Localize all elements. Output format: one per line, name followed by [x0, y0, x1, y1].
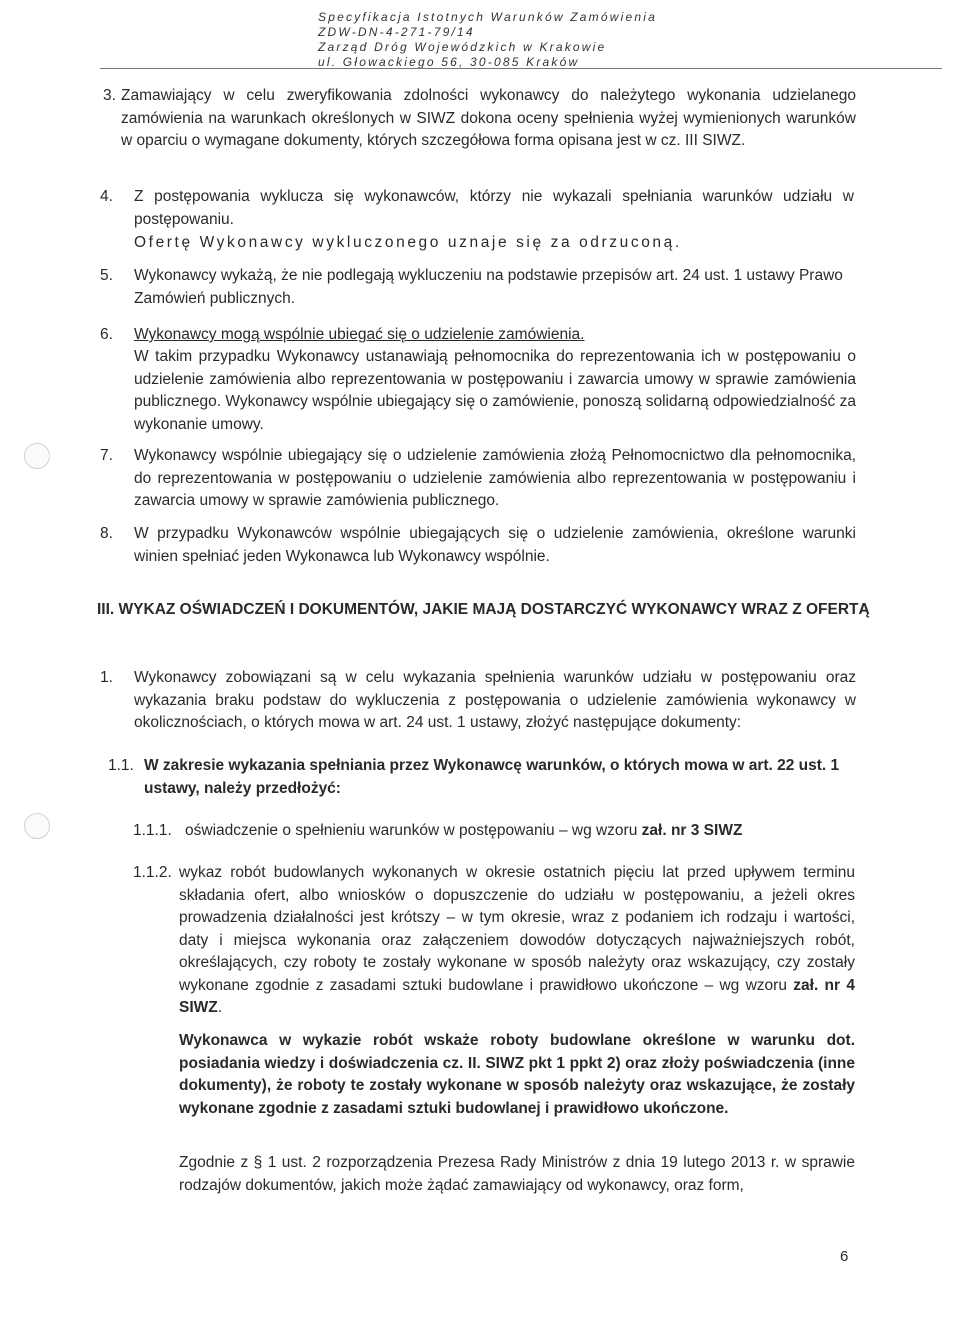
- list-text-part: wykaz robót budowlanych wykonanych w okresie ostatnich pięciu lat przed upływem terminu składania ofert, albo wniosków o dopuszczenie do udziału w postępowaniu, a jeżeli okres prowadzenia działalności jest krótszy – w tym okresie, wraz z podaniem ich rodzaju i wartości, daty i miejsca wykonania oraz załączeniem dowodów dotyczących najważniejszych robót, określających, czy roboty te zostały wykonane w sposób należyty oraz wskazujący, czy zostały wykonane zgodnie z zasadami sztuki budowlane i prawidłowo ukończone – wg wzoru: [179, 864, 855, 994]
- list-text: Wykonawcy wykażą, że nie podlegają wykluczeniu na podstawie przepisów art. 24 ust. 1 ustawy Prawo Zamówień publicznych.: [134, 267, 843, 307]
- list-number: 1.1.1.: [133, 822, 172, 839]
- header-line-1: Specyfikacja Istotnych Warunków Zamówienia: [318, 10, 657, 24]
- bold-paragraph: Wykonawca w wykazie robót wskaże roboty budowlane określone w warunku dot. posiadania wiedzy i doświadczenia cz. II. SIWZ pkt 1 ppkt 2) oraz złoży poświadczenia (inne dokumenty), że roboty te zostały wykonane w sposób należyty oraz wskazujące, że zostały wykonane zgodnie z zasadami sztuki budowlanej i prawidłowo ukończone.: [179, 1032, 855, 1117]
- punch-hole: [24, 813, 50, 839]
- list-number: 3.: [103, 87, 116, 104]
- list-text: W przypadku Wykonawców wspólnie ubiegających się o udzielenie zamówienia, określone warunki winien spełniać jeden Wykonawca lub Wykonawcy wspólnie.: [134, 525, 856, 565]
- attachment-reference: zał. nr 3 SIWZ: [641, 822, 743, 839]
- list-number: 4.: [100, 188, 113, 205]
- list-text: [185, 820, 825, 843]
- list-heading: Wykonawcy mogą wspólnie ubiegać się o udzielenie zamówienia.: [134, 326, 585, 343]
- list-text-part: oświadczenie o spełnieniu warunków w postępowaniu – wg wzoru: [185, 822, 642, 839]
- list-text: Wykonawcy wspólnie ubiegający się o udzielenie zamówienia złożą Pełnomocnictwo dla pełnomocnika, do reprezentowania w postępowaniu o udzielenie zamówienia albo reprezentowania w postępowaniu i zawarcia umowy w sprawie zamówienia publicznego.: [134, 447, 856, 509]
- list-text: W takim przypadku Wykonawcy ustanawiają pełnomocnika do reprezentowania ich w postępowaniu o udzielenie zamówienia albo reprezentowania w postępowaniu i zawarcia umowy w sprawie zamówienia publicznego. Wykonawcy wspólnie ubiegający się o zamówienie, ponoszą solidarną odpowiedzialność za wykonanie umowy.: [134, 348, 856, 433]
- list-text: [179, 862, 855, 1020]
- list-number: 5.: [100, 267, 113, 284]
- rejection-notice: Ofertę Wykonawcy wykluczonego uznaje się za odrzuconą.: [134, 234, 682, 251]
- list-number: 6.: [100, 326, 113, 343]
- list-number: 1.1.: [108, 757, 134, 774]
- list-text-end: .: [217, 999, 223, 1016]
- punch-hole: [24, 443, 50, 469]
- section-heading: III. WYKAZ OŚWIADCZEŃ I DOKUMENTÓW, JAKIE MAJĄ DOSTARCZYĆ WYKONAWCY WRAZ Z OFERTĄ: [97, 601, 870, 618]
- list-number: 8.: [100, 525, 113, 542]
- list-number: 1.: [100, 669, 113, 686]
- header-line-2: ZDW-DN-4-271-79/14: [318, 25, 475, 39]
- list-text: Z postępowania wyklucza się wykonawców, którzy nie wykazali spełniania warunków udziału w postępowaniu.: [134, 188, 854, 228]
- list-text: W zakresie wykazania spełniania przez Wykonawcę warunków, o których mowa w art. 22 ust. 1 ustawy, należy przedłożyć:: [144, 757, 840, 797]
- page-number: 6: [840, 1248, 849, 1265]
- attachment-reference: zał. nr 4 SIWZ: [179, 976, 855, 1016]
- list-text: Zamawiający w celu zweryfikowania zdolności wykonawcy do należytego wykonania udzielanego zamówienia na warunkach określonych w SIWZ dokona oceny spełnienia wyżej wymienionych warunków w oparciu o wymagane dokumenty, których szczegółowa forma opisana jest w cz. III SIWZ.: [121, 87, 856, 149]
- list-number: 7.: [100, 447, 113, 464]
- header-divider: [100, 68, 942, 69]
- list-text: Wykonawcy zobowiązani są w celu wykazania spełnienia warunków udziału w postępowaniu oraz wykazania braku podstaw do wykluczenia z postępowania o udzielenie zamówienia wykonawcy w okolicznościach, o których mowa w art. 24 ust. 1 ustawy, złożyć następujące dokumenty:: [134, 669, 856, 731]
- header-line-3: Zarząd Dróg Wojewódzkich w Krakowie: [318, 40, 607, 54]
- paragraph: Zgodnie z § 1 ust. 2 rozporządzenia Prezesa Rady Ministrów z dnia 19 lutego 2013 r. w sprawie rodzajów dokumentów, jakich może żądać zamawiający od wykonawcy, oraz form,: [179, 1154, 855, 1194]
- document-header: [318, 10, 657, 70]
- list-number: 1.1.2.: [133, 864, 172, 881]
- header-line-4: ul. Głowackiego 56, 30-085 Kraków: [318, 55, 580, 69]
